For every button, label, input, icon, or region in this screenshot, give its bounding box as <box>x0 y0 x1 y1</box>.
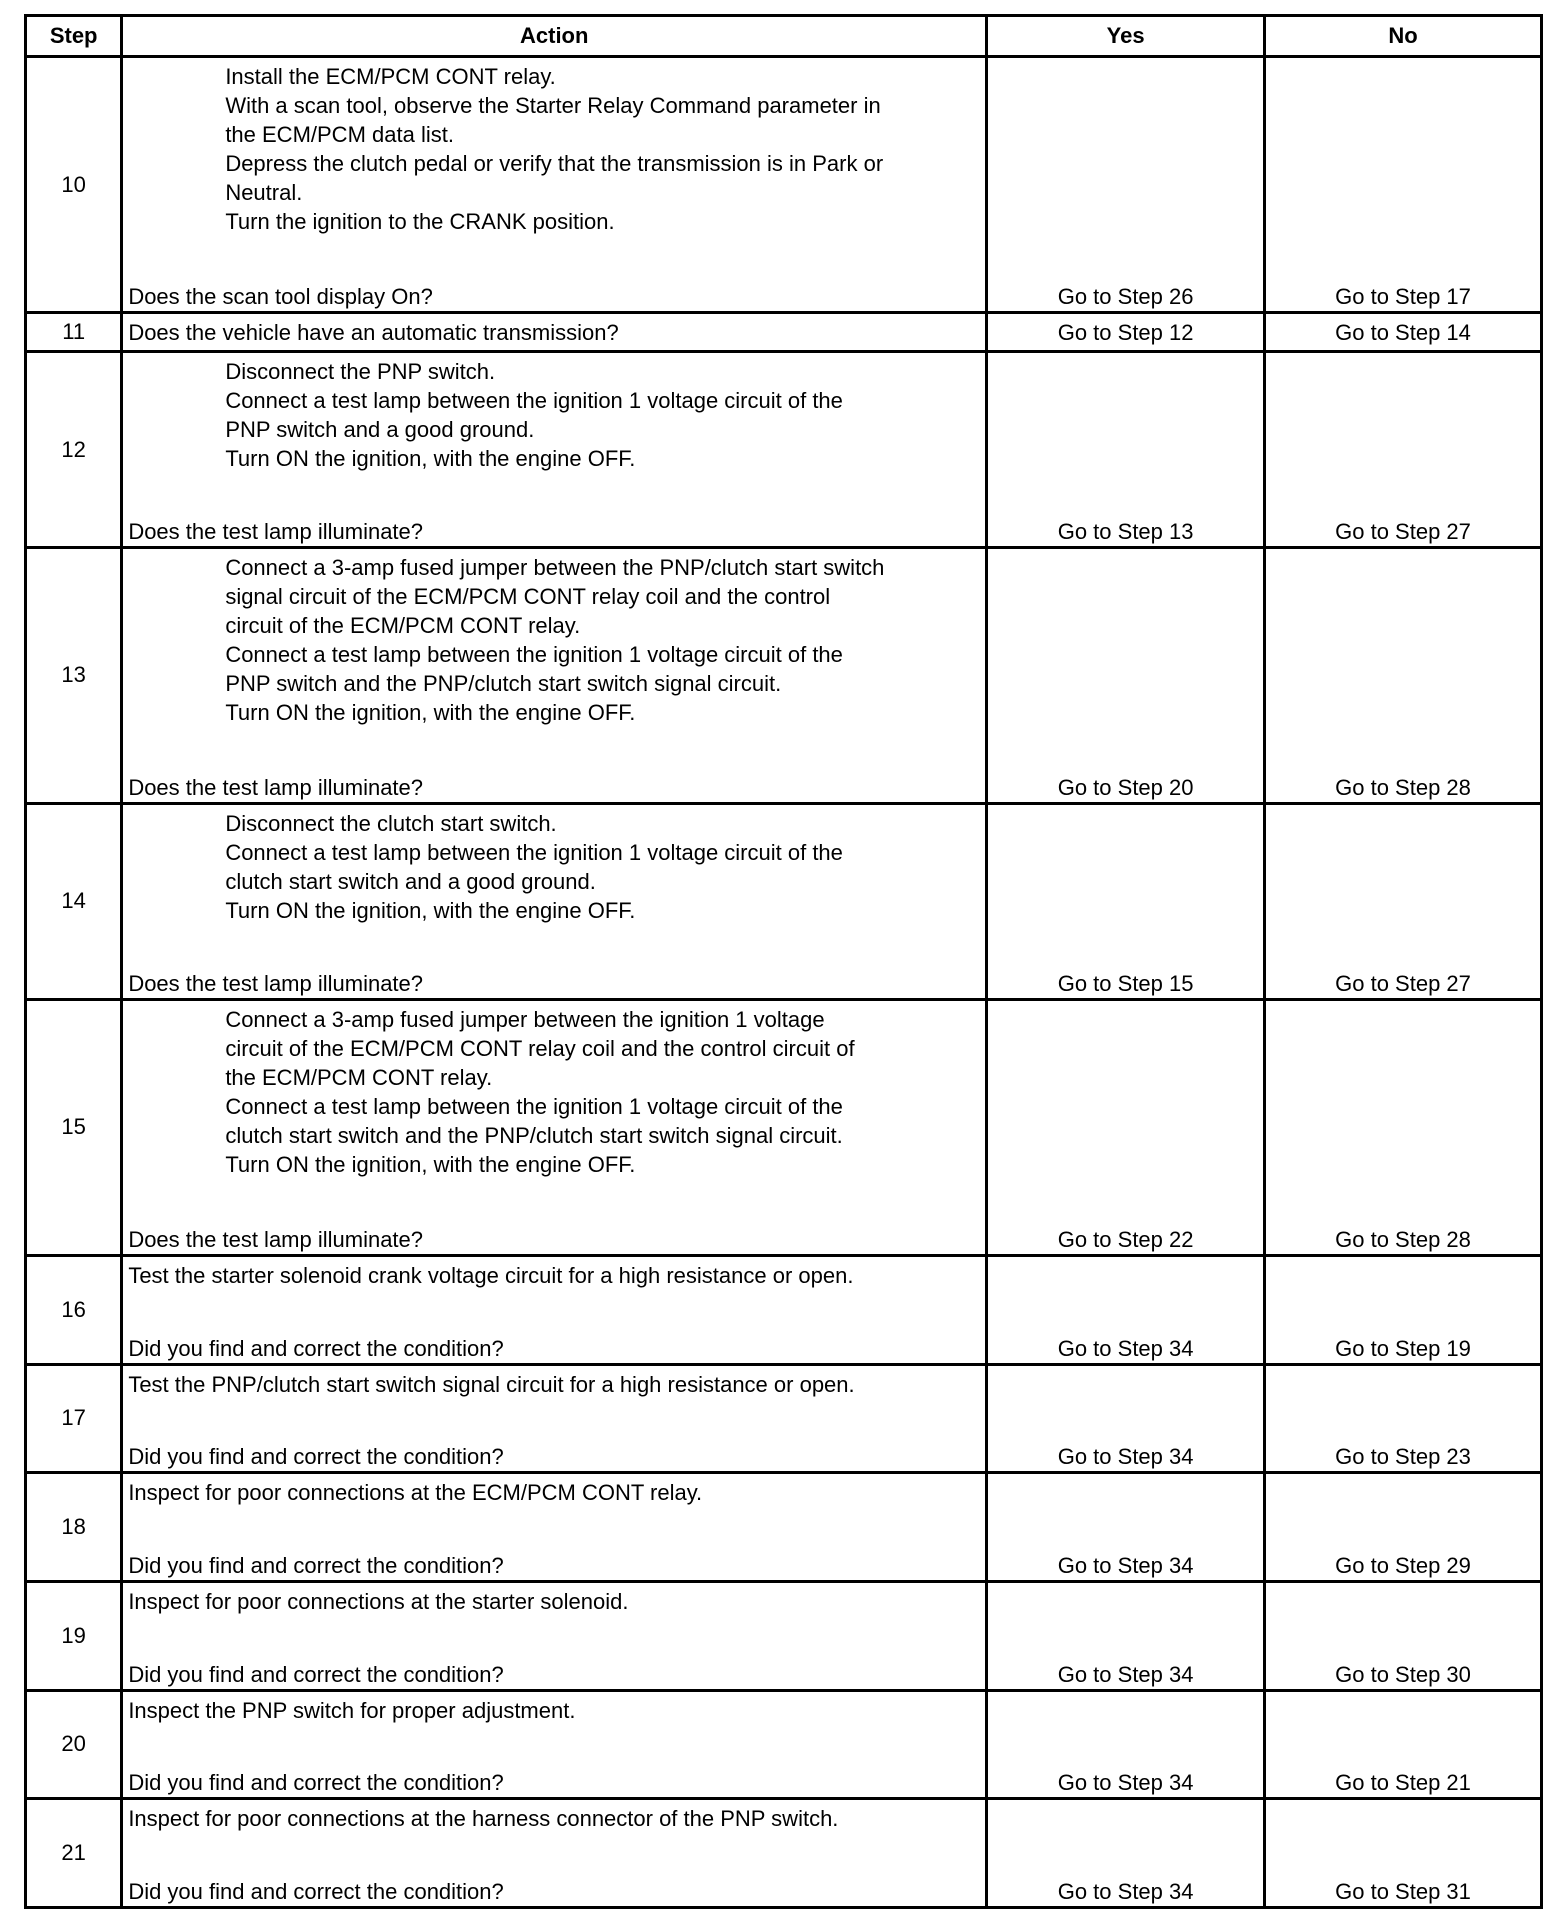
action-content <box>123 1001 985 1254</box>
step-number: 15 <box>26 999 122 1255</box>
instruction-line: Disconnect the PNP switch. <box>225 359 496 385</box>
instruction-line: circuit of the ECM/PCM CONT relay coil and the control circuit of <box>225 1035 855 1061</box>
instruction-line: Connect a 3-amp fused jumper between the ignition 1 voltage <box>225 1006 825 1032</box>
instruction-line: Turn ON the ignition, with the engine OFF. <box>225 1151 636 1177</box>
step-number: 21 <box>26 1799 122 1908</box>
instruction-line: Connect a test lamp between the ignition 1 voltage circuit of the <box>225 641 843 667</box>
action-instruction: Inspect for poor connections at the harness connector of the PNP switch. <box>128 1806 839 1832</box>
step-number: 11 <box>26 313 122 352</box>
table-row <box>26 1364 1542 1473</box>
action-cell <box>122 547 987 803</box>
yes-link[interactable]: Go to Step 15 <box>987 804 1265 999</box>
instruction-line: signal circuit of the ECM/PCM CONT relay coil and the control <box>225 583 831 609</box>
yes-link[interactable]: Go to Step 12 <box>987 313 1265 352</box>
action-instruction: Test the PNP/clutch start switch signal circuit for a high resistance or open. <box>128 1371 855 1397</box>
yes-link[interactable]: Go to Step 34 <box>987 1364 1265 1473</box>
table-row <box>26 804 1542 999</box>
action-content <box>123 1474 985 1580</box>
action-content <box>123 58 985 311</box>
table-row <box>26 547 1542 803</box>
step-number: 19 <box>26 1581 122 1690</box>
action-steps <box>128 1370 981 1399</box>
yes-link[interactable]: Go to Step 34 <box>987 1473 1265 1582</box>
action-instruction: Inspect for poor connections at the starter solenoid. <box>128 1588 629 1614</box>
yes-link[interactable]: Go to Step 34 <box>987 1690 1265 1799</box>
action-instruction: Inspect the PNP switch for proper adjustment. <box>128 1697 576 1723</box>
step-number: 20 <box>26 1690 122 1799</box>
no-link[interactable]: Go to Step 28 <box>1265 547 1542 803</box>
action-question: Does the test lamp illuminate? <box>128 970 424 996</box>
action-question: Did you find and correct the condition? <box>128 1770 504 1796</box>
no-link[interactable]: Go to Step 21 <box>1265 1690 1542 1799</box>
instruction-line: clutch start switch and a good ground. <box>225 869 596 895</box>
action-content <box>123 314 985 350</box>
action-steps <box>128 1696 981 1725</box>
step-number: 17 <box>26 1364 122 1473</box>
action-steps <box>128 357 981 473</box>
yes-link[interactable]: Go to Step 34 <box>987 1799 1265 1908</box>
action-cell <box>122 1473 987 1582</box>
instruction-line: the ECM/PCM data list. <box>225 122 454 147</box>
header-no: No <box>1265 16 1542 57</box>
table-row <box>26 352 1542 547</box>
action-content <box>123 549 985 802</box>
step-number: 16 <box>26 1255 122 1364</box>
action-steps <box>128 1005 981 1179</box>
no-link[interactable]: Go to Step 27 <box>1265 804 1542 999</box>
instruction-line: clutch start switch and the PNP/clutch start switch signal circuit. <box>225 1122 843 1148</box>
action-instruction: Test the starter solenoid crank voltage circuit for a high resistance or open. <box>128 1262 854 1288</box>
no-link[interactable]: Go to Step 30 <box>1265 1581 1542 1690</box>
action-question: Did you find and correct the condition? <box>128 1335 504 1361</box>
action-question: Does the vehicle have an automatic transmission? <box>128 319 619 345</box>
yes-link[interactable]: Go to Step 34 <box>987 1581 1265 1690</box>
instruction-line: Turn the ignition to the CRANK position. <box>225 209 615 234</box>
action-question: Does the test lamp illuminate? <box>128 1226 424 1252</box>
instruction-line: Connect a 3-amp fused jumper between the PNP/clutch start switch <box>225 554 885 580</box>
table-row <box>26 1581 1542 1690</box>
no-link[interactable]: Go to Step 29 <box>1265 1473 1542 1582</box>
instruction-line: circuit of the ECM/PCM CONT relay. <box>225 612 581 638</box>
table-row <box>26 57 1542 313</box>
action-steps <box>128 1804 981 1833</box>
instruction-line: Connect a test lamp between the ignition 1 voltage circuit of the <box>225 1093 843 1119</box>
action-cell <box>122 57 987 313</box>
action-cell <box>122 1364 987 1473</box>
action-question: Does the scan tool display On? <box>128 284 433 310</box>
header-yes: Yes <box>987 16 1265 57</box>
instruction-line: the ECM/PCM CONT relay. <box>225 1064 493 1090</box>
action-cell <box>122 352 987 547</box>
action-cell <box>122 1690 987 1799</box>
action-content <box>123 353 985 545</box>
instruction-line: Neutral. <box>225 180 303 205</box>
action-question: Did you find and correct the condition? <box>128 1879 504 1904</box>
yes-link[interactable]: Go to Step 34 <box>987 1255 1265 1364</box>
step-number: 18 <box>26 1473 122 1582</box>
action-steps <box>128 1478 981 1507</box>
action-content <box>123 1257 985 1363</box>
no-link[interactable]: Go to Step 31 <box>1265 1799 1542 1908</box>
action-cell <box>122 804 987 999</box>
action-cell <box>122 1799 987 1908</box>
table-row <box>26 1473 1542 1582</box>
action-content <box>123 1800 985 1906</box>
table-row <box>26 999 1542 1255</box>
no-link[interactable]: Go to Step 19 <box>1265 1255 1542 1364</box>
diagnostic-table <box>24 14 1543 1909</box>
no-link[interactable]: Go to Step 17 <box>1265 57 1542 313</box>
table-row <box>26 1255 1542 1364</box>
action-cell <box>122 1255 987 1364</box>
action-content <box>123 1583 985 1689</box>
action-content <box>123 1366 985 1472</box>
action-steps <box>128 1261 981 1290</box>
action-question: Does the test lamp illuminate? <box>128 518 424 544</box>
table-row <box>26 313 1542 352</box>
table-row <box>26 1690 1542 1799</box>
action-cell <box>122 313 987 352</box>
table-row <box>26 1799 1542 1908</box>
instruction-line: PNP switch and a good ground. <box>225 417 535 443</box>
no-link[interactable]: Go to Step 14 <box>1265 313 1542 352</box>
instruction-line: Turn ON the ignition, with the engine OFF. <box>225 898 636 924</box>
instruction-line: With a scan tool, observe the Starter Relay Command parameter in <box>225 93 881 118</box>
step-number: 12 <box>26 352 122 547</box>
instruction-line: Depress the clutch pedal or verify that the transmission is in Park or <box>225 151 884 176</box>
header-row <box>26 16 1542 57</box>
action-steps <box>128 1587 981 1616</box>
action-question: Did you find and correct the condition? <box>128 1552 504 1578</box>
action-question: Does the test lamp illuminate? <box>128 775 424 801</box>
action-question: Did you find and correct the condition? <box>128 1661 504 1687</box>
action-content <box>123 805 985 997</box>
instruction-line: Turn ON the ignition, with the engine OFF. <box>225 699 636 725</box>
action-steps <box>128 809 981 925</box>
action-steps <box>128 553 981 727</box>
action-cell <box>122 1581 987 1690</box>
header-action: Action <box>122 16 987 57</box>
action-content <box>123 1692 985 1798</box>
table-body <box>26 57 1542 1908</box>
action-cell <box>122 999 987 1255</box>
instruction-line: Install the ECM/PCM CONT relay. <box>225 64 556 89</box>
instruction-line: Connect a test lamp between the ignition 1 voltage circuit of the <box>225 840 843 866</box>
instruction-line: Connect a test lamp between the ignition 1 voltage circuit of the <box>225 388 843 414</box>
no-link[interactable]: Go to Step 28 <box>1265 999 1542 1255</box>
action-question: Did you find and correct the condition? <box>128 1444 504 1470</box>
step-number: 14 <box>26 804 122 999</box>
action-steps <box>128 62 981 236</box>
no-link[interactable]: Go to Step 27 <box>1265 352 1542 547</box>
yes-link[interactable]: Go to Step 26 <box>987 57 1265 313</box>
yes-link[interactable]: Go to Step 22 <box>987 999 1265 1255</box>
instruction-line: Disconnect the clutch start switch. <box>225 811 557 837</box>
step-number: 13 <box>26 547 122 803</box>
yes-link[interactable]: Go to Step 13 <box>987 352 1265 547</box>
yes-link[interactable]: Go to Step 20 <box>987 547 1265 803</box>
step-number: 10 <box>26 57 122 313</box>
action-instruction: Inspect for poor connections at the ECM/PCM CONT relay. <box>128 1480 703 1506</box>
instruction-line: PNP switch and the PNP/clutch start switch signal circuit. <box>225 670 782 696</box>
header-step: Step <box>26 16 122 57</box>
no-link[interactable]: Go to Step 23 <box>1265 1364 1542 1473</box>
instruction-line: Turn ON the ignition, with the engine OFF. <box>225 446 636 472</box>
